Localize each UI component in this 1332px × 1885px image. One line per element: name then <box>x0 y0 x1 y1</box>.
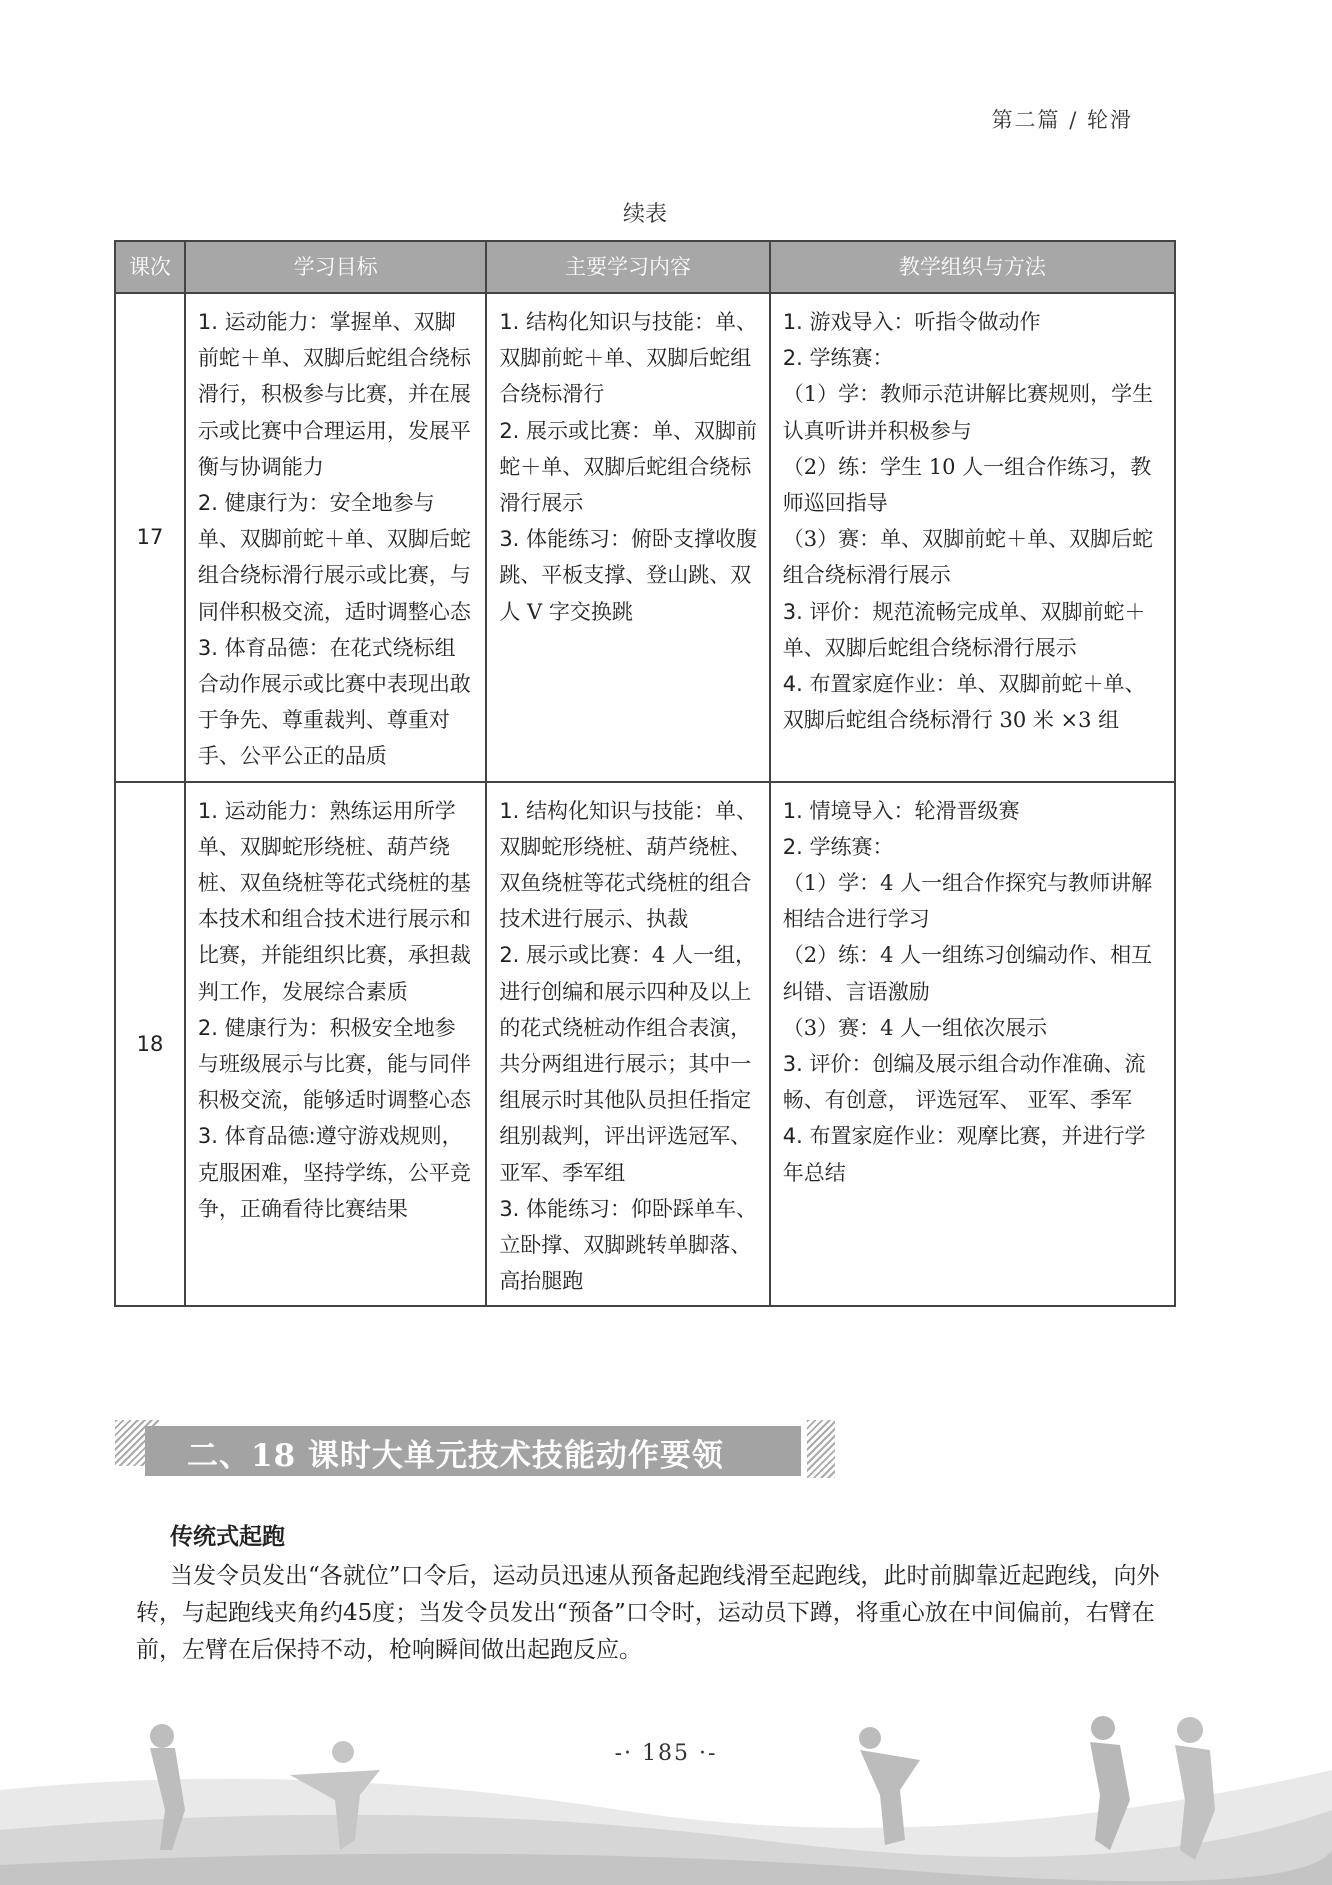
header-lesson: 课次 <box>115 241 185 293</box>
method-item-label: 1. 情境导入： <box>782 798 915 823</box>
content-item-text: 仰卧踩单车、立卧撑、双脚跳转单脚落、高抬腿跑 <box>499 1196 758 1294</box>
header-content: 主要学习内容 <box>486 241 769 293</box>
subheading: 传统式起跑 <box>170 1524 285 1550</box>
method-item <box>783 1046 1164 1118</box>
method-item <box>783 449 1164 521</box>
lesson-table <box>114 240 1176 1307</box>
method-item-text: （3）赛：4 人一组依次展示 <box>782 1015 1048 1040</box>
method-item-label: 1. 游戏导入： <box>782 310 915 334</box>
method-item <box>783 521 1164 593</box>
method-item-text: （1）学：教师示范讲解比赛规则，学生认真听讲并积极参与 <box>782 382 1154 443</box>
goals-item-text: 掌握单、双脚前蛇＋单、双脚后蛇组合绕标滑行，积极参与比赛，并在展示或比赛中合理运用，发展平衡与协调能力 <box>197 310 471 479</box>
method-item <box>783 793 1164 829</box>
goals-item-text: 熟练运用所学单、双脚蛇形绕桩、葫芦绕桩、双鱼绕桩等花式绕桩的基本技术和组合技术进行展示和比赛，并能组织比赛，承担裁判工作，发展综合素质 <box>197 798 471 1004</box>
content-item-label: 3. 体能练习： <box>499 527 632 552</box>
goals-item-label: 1. 运动能力： <box>197 798 330 823</box>
goals-item <box>198 630 475 775</box>
table-row <box>115 782 1175 1307</box>
goals-item-text: 安全地参与单、双脚前蛇＋单、双脚后蛇组合绕标滑行展示或比赛，与同伴积极交流，适时调整心态 <box>197 491 471 624</box>
method-item-text: （2）练：学生 10 人一组合作练习，教师巡回指导 <box>782 454 1152 516</box>
lesson-number: 17 <box>115 293 185 782</box>
method-item-label: 3. 评价： <box>782 599 873 624</box>
table-header-row <box>115 241 1175 293</box>
goals-item-label: 3. 体育品德： <box>197 635 330 660</box>
table-row <box>115 293 1175 782</box>
method-item-label: 4. 布置家庭作业： <box>782 672 957 697</box>
content-item-text: 单、双脚前蛇＋单、双脚后蛇组合绕标滑行展示 <box>499 418 758 516</box>
cell-goals <box>185 293 486 782</box>
cell-content <box>486 782 769 1307</box>
method-item <box>783 666 1164 738</box>
content-item <box>499 1191 758 1300</box>
content-item-label: 1. 结构化知识与技能： <box>499 310 716 334</box>
goals-item <box>198 1118 475 1227</box>
method-item-text: 观摩比赛，并进行学年总结 <box>782 1124 1146 1185</box>
body-paragraph: 当发令员发出“各就位”口令后，运动员迅速从预备起跑线滑至起跑线，此时前脚靠近起跑线，向外转，与起跑线夹角约45度；当发令员发出“预备”口令时，运动员下蹲，将重心放在中间偏前，右臂在前，左臂在后保持不动，枪响瞬间做出起跑反应。 <box>136 1563 1160 1663</box>
goals-item <box>198 793 475 1010</box>
footer-skaters-illustration <box>0 1700 1332 1885</box>
content-item-label: 3. 体能练习： <box>499 1196 632 1221</box>
goals-item-label: 2. 健康行为： <box>197 1015 330 1040</box>
content-item-label: 1. 结构化知识与技能： <box>499 798 716 823</box>
section-banner <box>115 1420 845 1480</box>
content-item <box>499 304 758 413</box>
banner-hatch-right <box>807 1420 835 1478</box>
method-item <box>783 937 1164 1009</box>
method-item <box>783 1010 1164 1046</box>
content-item <box>499 521 758 630</box>
content-item-text: 单、双脚蛇形绕桩、葫芦绕桩、双鱼绕桩等花式绕桩的组合技术进行展示、执裁 <box>499 798 758 932</box>
method-item-text: （2）练：4 人一组练习创编动作、相互纠错、言语激励 <box>782 943 1153 1004</box>
cell-method <box>770 293 1175 782</box>
cell-content <box>486 293 769 782</box>
method-item-text: 规范流畅完成单、双脚前蛇＋单、双脚后蛇组合绕标滑行展示 <box>782 599 1146 660</box>
method-item-label: 4. 布置家庭作业： <box>782 1124 957 1149</box>
running-header: 第二篇 / 轮滑 <box>991 108 1133 132</box>
method-item <box>783 594 1164 666</box>
goals-item-text: 积极安全地参与班级展示与比赛，能与同伴积极交流，能够适时调整心态 <box>197 1015 471 1113</box>
content-item-text: 俯卧支撑收腹跳、平板支撑、登山跳、双人 V 字交换跳 <box>499 527 758 624</box>
content-item <box>499 793 758 938</box>
method-item <box>783 829 1164 865</box>
content-item-label: 2. 展示或比赛： <box>499 943 653 968</box>
goals-item <box>198 1010 475 1119</box>
content-item-label: 2. 展示或比赛： <box>499 418 653 443</box>
method-item-text: 单、双脚前蛇＋单、双脚后蛇组合绕标滑行 30 米 ×3 组 <box>782 672 1146 733</box>
goals-item-text: 遵守游戏规则，克服困难，坚持学练，公平竞争，正确看待比赛结果 <box>197 1124 471 1221</box>
method-item-text: 创编及展示组合动作准确、流畅、有创意， 评选冠军、 亚军、季军 <box>782 1052 1146 1113</box>
method-item-label: 2. 学练赛： <box>782 834 894 859</box>
method-item-text: 轮滑晋级赛 <box>914 798 1020 823</box>
cell-method <box>770 782 1175 1307</box>
goals-item-label: 2. 健康行为： <box>197 491 330 516</box>
goals-item-label: 3. 体育品德: <box>197 1124 316 1149</box>
method-item <box>783 1118 1164 1190</box>
method-item <box>783 340 1164 376</box>
section-title: 二、18 课时大单元技术技能动作要领 <box>187 1438 724 1474</box>
goals-item-text: 在花式绕标组合动作展示或比赛中表现出敢于争先、尊重裁判、尊重对手、公平公正的品质 <box>197 635 471 769</box>
table-caption: 续表 <box>622 202 667 227</box>
header-goals: 学习目标 <box>185 241 486 293</box>
cell-goals <box>185 782 486 1307</box>
method-item-label: 3. 评价： <box>782 1052 873 1077</box>
method-item-text: （3）赛：单、双脚前蛇＋单、双脚后蛇组合绕标滑行展示 <box>782 527 1154 588</box>
page-number: -· 185 ·- <box>614 1741 718 1766</box>
goals-item <box>198 485 475 630</box>
content-item <box>499 413 758 522</box>
method-item <box>783 376 1164 448</box>
goals-item <box>198 304 475 485</box>
content-item-text: 单、双脚前蛇＋单、双脚后蛇组合绕标滑行 <box>499 310 758 407</box>
content-item <box>499 937 758 1190</box>
lesson-number: 18 <box>115 782 185 1307</box>
method-item-text: （1）学：4 人一组合作探究与教师讲解相结合进行学习 <box>782 871 1153 932</box>
method-item-label: 2. 学练赛： <box>782 346 894 371</box>
method-item <box>783 304 1164 340</box>
header-method: 教学组织与方法 <box>770 241 1175 293</box>
content-item-text: 4 人一组，进行创编和展示四种及以上的花式绕桩动作组合表演，共分两组进行展示；其中一组展示时其他队员担任指定组别裁判，评出评选冠军、亚军、季军组 <box>499 943 757 1185</box>
method-item <box>783 865 1164 937</box>
goals-item-label: 1. 运动能力： <box>197 310 330 334</box>
method-item-text: 听指令做动作 <box>914 310 1041 334</box>
